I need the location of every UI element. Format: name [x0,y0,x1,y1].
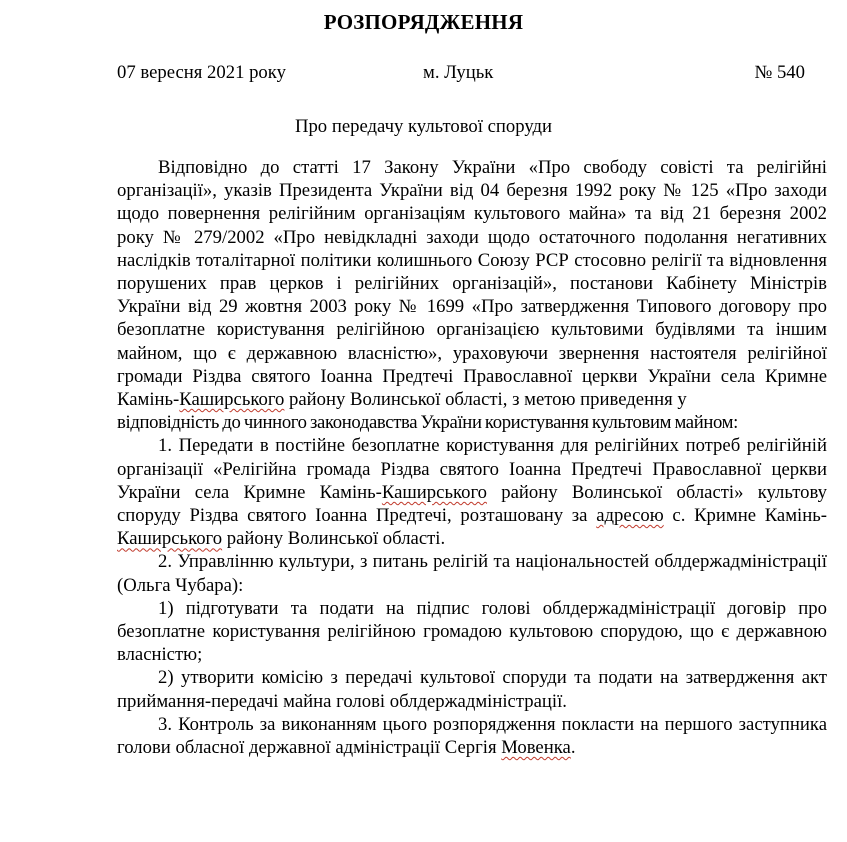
document-date: 07 вересня 2021 року [117,62,286,83]
misspelled-word: Каширського [179,389,285,411]
item-1-paragraph [117,434,827,550]
preamble-text-2: району Волинської області, з метою приведення у [284,389,687,411]
misspelled-word: адресою [596,505,664,527]
item-1-text-d: району Волинської області. [222,528,446,550]
preamble-text-3: відповідність до чинного законодавства України користування культовим майном: [117,412,738,434]
document-body [117,156,827,759]
misspelled-word: Каширського [117,528,223,550]
item-2-text: 2. Управлінню культури, з питань релігій та національностей облдержадміністрації (Ольга Чубара): [117,551,827,596]
document-meta [117,62,805,86]
item-2-1-text: 1) підготувати та подати на підпис голові облдержадміністрації договір про безоплатне користування релігійною громадою культовою спорудою, що є державною власністю; [117,597,827,666]
item-2-paragraph [117,550,827,596]
document-title: РОЗПОРЯДЖЕННЯ [323,10,524,34]
item-2-2-paragraph [117,666,827,712]
item-1-text-c: с. Кримне Камінь- [663,505,827,527]
document-subject: Про передачу культової споруди [294,116,553,137]
item-3-text-a: 3. Контроль за виконанням цього розпорядження покласти на першого заступника голови обласної державної адміністрації Сергія [117,713,827,759]
item-3-text-b: . [570,737,576,759]
item-2-2-text: 2) утворити комісію з передачі культової споруди та подати на затвердження акт приймання-передачі майна голові облдержадміністрації. [117,667,827,712]
item-1-text-a: 1. Передати в постійне безоплатне користування для релігійних потреб релігійній організації «Релігійна громада Різдва святого Іоанна Предтечі Православної церкви України села Кримне Камінь- [117,435,827,503]
item-2-1-paragraph [117,597,827,667]
preamble-text-1: Відповідно до статті 17 Закону України «Про свободу совісті та релігійні організації», указів Президента України від 04 березня 1992 року № 125 «Про заходи щодо повернення релігійним організаціям культового майна» та від 21 березня 2002 року № 279/2002 «Про невідкладні заходи щодо остаточного подолання негативних наслідків тоталітарної політики колишнього Союзу РСР стосовно релігії та відновлення порушених прав церков і релігійних організацій», постанови Кабінету Міністрів України від 29 жовтня 2003 року № 1699 «Про затвердження Типового договору про безоплатне користування релігійною організацією культовими будівлями та іншим майном, що є державною власністю», ураховуючи звернення настоятеля релігійної громади Різдва святого Іоанна Предтечі Православної церкви України села Кримне Камінь- [117,157,827,411]
item-3-paragraph [117,713,827,759]
preamble-last-line [117,411,827,434]
misspelled-word: Мовенка [501,737,571,759]
preamble-paragraph [117,156,827,411]
misspelled-word: Каширського [381,481,487,503]
item-1-text-b: району Волинської області» культову споруду Різдва святого Іоанна Предтечі, розташовану за [117,481,827,527]
document-number: № 540 [754,62,805,83]
document-city: м. Луцьк [423,62,494,83]
